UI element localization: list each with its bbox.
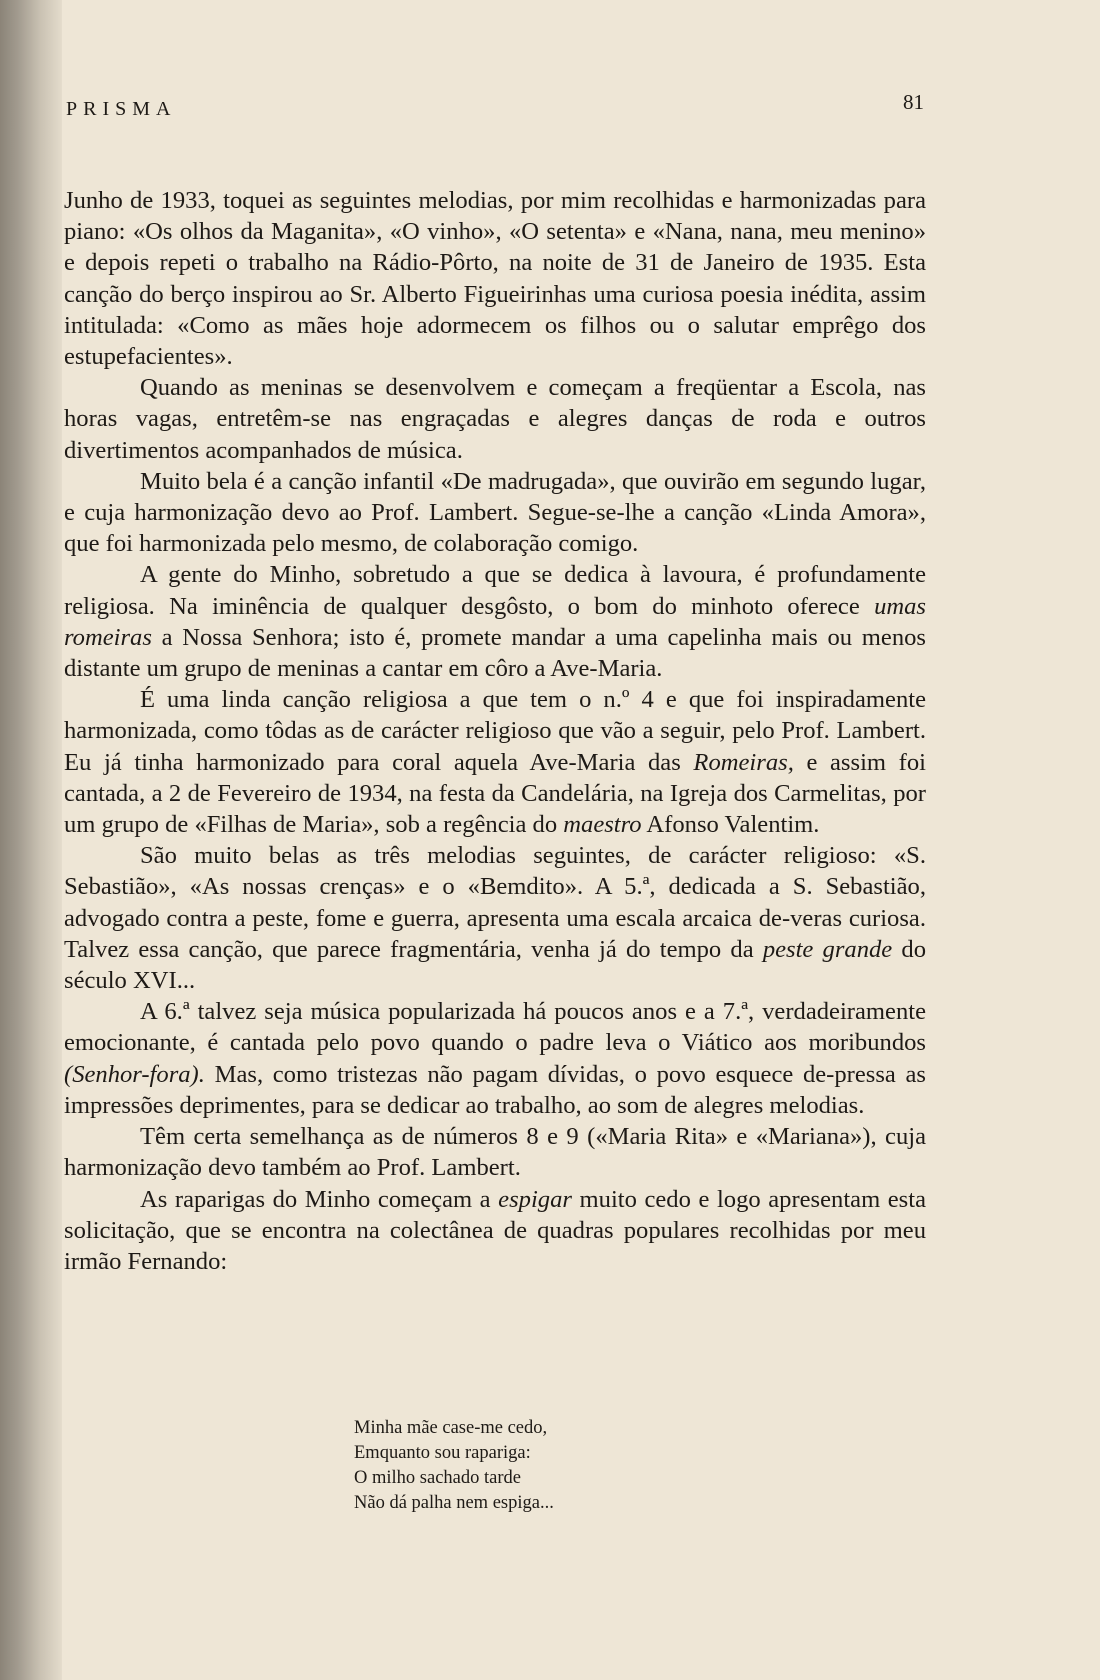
text-run: Afonso Valentim. [641, 811, 820, 839]
text-run: Muito bela é a canção infantil «De madrugada», que ouvirão em segundo lugar, e cuja harmonização devo ao Prof. Lambert. Segue-se-lhe a canção «Linda Amora», que foi harmonizada pelo mesmo, de colaboração comigo. [64, 467, 926, 558]
verse-line: Emquanto sou rapariga: [354, 1443, 531, 1463]
text-run: muito cedo e logo apresentam esta solicitação, que se encontra na colectânea de quadras populares recolhidas por meu irmão Fernando: [64, 1185, 927, 1275]
paragraph [64, 996, 926, 1121]
text-run: Junho de 1933, toquei as seguintes melodias, por mim recolhidas e harmonizadas para piano: «Os olhos da Maganita», «O vinho», «O setenta» e «Nana, nana, meu menino» e depois repeti o trabalho na Rádio-Pôrto, na noite de 31 de Janeiro de 1935. Esta canção do berço inspirou ao Sr. Alberto Figueirinhas uma curiosa poesia inédita, assim intitulada: «Como as mães hoje adormecem os filhos ou o salutar emprêgo dos estupefacientes». [64, 187, 926, 371]
quatrain [354, 1416, 554, 1516]
text-run: Quando as meninas se desenvolvem e começam a freqüentar a Escola, nas horas vagas, entretêm-se nas engraçadas e alegres danças de roda e outros divertimentos acompanhados de música. [64, 374, 926, 464]
text-run: São muito belas as três melodias seguintes, de carácter religioso: «S. Sebastião», «As nossas crenças» e o «Bemdito». A 5.ª, dedicada a S. Sebastião, advogado contra a peste, fome e guerra, apresenta uma escala arcaica de-veras curiosa. Talvez essa canção, que parece fragmentária, venha já do tempo da [64, 842, 926, 963]
paragraph [64, 840, 926, 996]
text-run: É uma linda canção religiosa a que tem o n.º 4 e que foi inspiradamente harmonizada, como tôdas as de carácter religioso que vão a seguir, pelo Prof. Lambert. Eu já tinha harmonizado para coral aquela Ave-Maria das [64, 686, 926, 776]
italic-phrase: Romeiras, [693, 748, 794, 776]
text-run: Mas, como tristezas não pagam dívidas, o povo esquece de-pressa as impressões deprimentes, para se dedicar ao trabalho, ao som de alegres melodias. [64, 1060, 926, 1119]
text-run: Têm certa semelhança as de números 8 e 9 («Maria Rita» e «Mariana»), cuja harmonização devo também ao Prof. Lambert. [64, 1123, 926, 1182]
running-title: PRISMA [66, 98, 177, 120]
italic-phrase: umas romeiras [64, 592, 926, 651]
body-text [64, 185, 926, 1277]
italic-phrase: espigar [498, 1185, 572, 1213]
text-run: As raparigas do Minho começam a [140, 1185, 499, 1213]
text-run: do século XVI... [64, 935, 926, 995]
verse-line: O milho sachado tarde [354, 1468, 521, 1488]
italic-phrase: maestro [563, 811, 642, 839]
text-run: e assim foi cantada, a 2 de Fevereiro de 1934, na festa da Candelária, na Igreja dos Carmelitas, por um grupo de «Filhas de Maria», sob a regência do [64, 748, 926, 839]
italic-phrase: peste grande [762, 935, 893, 963]
paragraph [64, 1184, 926, 1278]
page-number: 81 [903, 90, 924, 114]
paragraph [64, 684, 926, 840]
paragraph [64, 372, 926, 466]
paragraph [64, 185, 926, 372]
text-run: A gente do Minho, sobretudo a que se dedica à lavoura, é profundamente religiosa. Na iminência de qualquer desgôsto, o bom do minhoto oferece [64, 561, 926, 620]
verse-line: Não dá palha nem espiga... [354, 1493, 554, 1513]
text-run: A 6.ª talvez seja música popularizada há poucos anos e a 7.ª, verdadeiramente emocionante, é cantada pelo povo quando o padre leva o Viático aos moribundos [64, 998, 926, 1057]
paragraph [64, 559, 926, 684]
text-run: a Nossa Senhora; isto é, promete mandar a uma capelinha mais ou menos distante um grupo de meninas a cantar em côro a Ave-Maria. [64, 623, 926, 683]
italic-phrase: (Senhor-fora). [64, 1060, 205, 1088]
verse-line: Minha mãe case-me cedo, [354, 1418, 548, 1438]
paragraph [64, 466, 926, 560]
paragraph [64, 1121, 926, 1183]
